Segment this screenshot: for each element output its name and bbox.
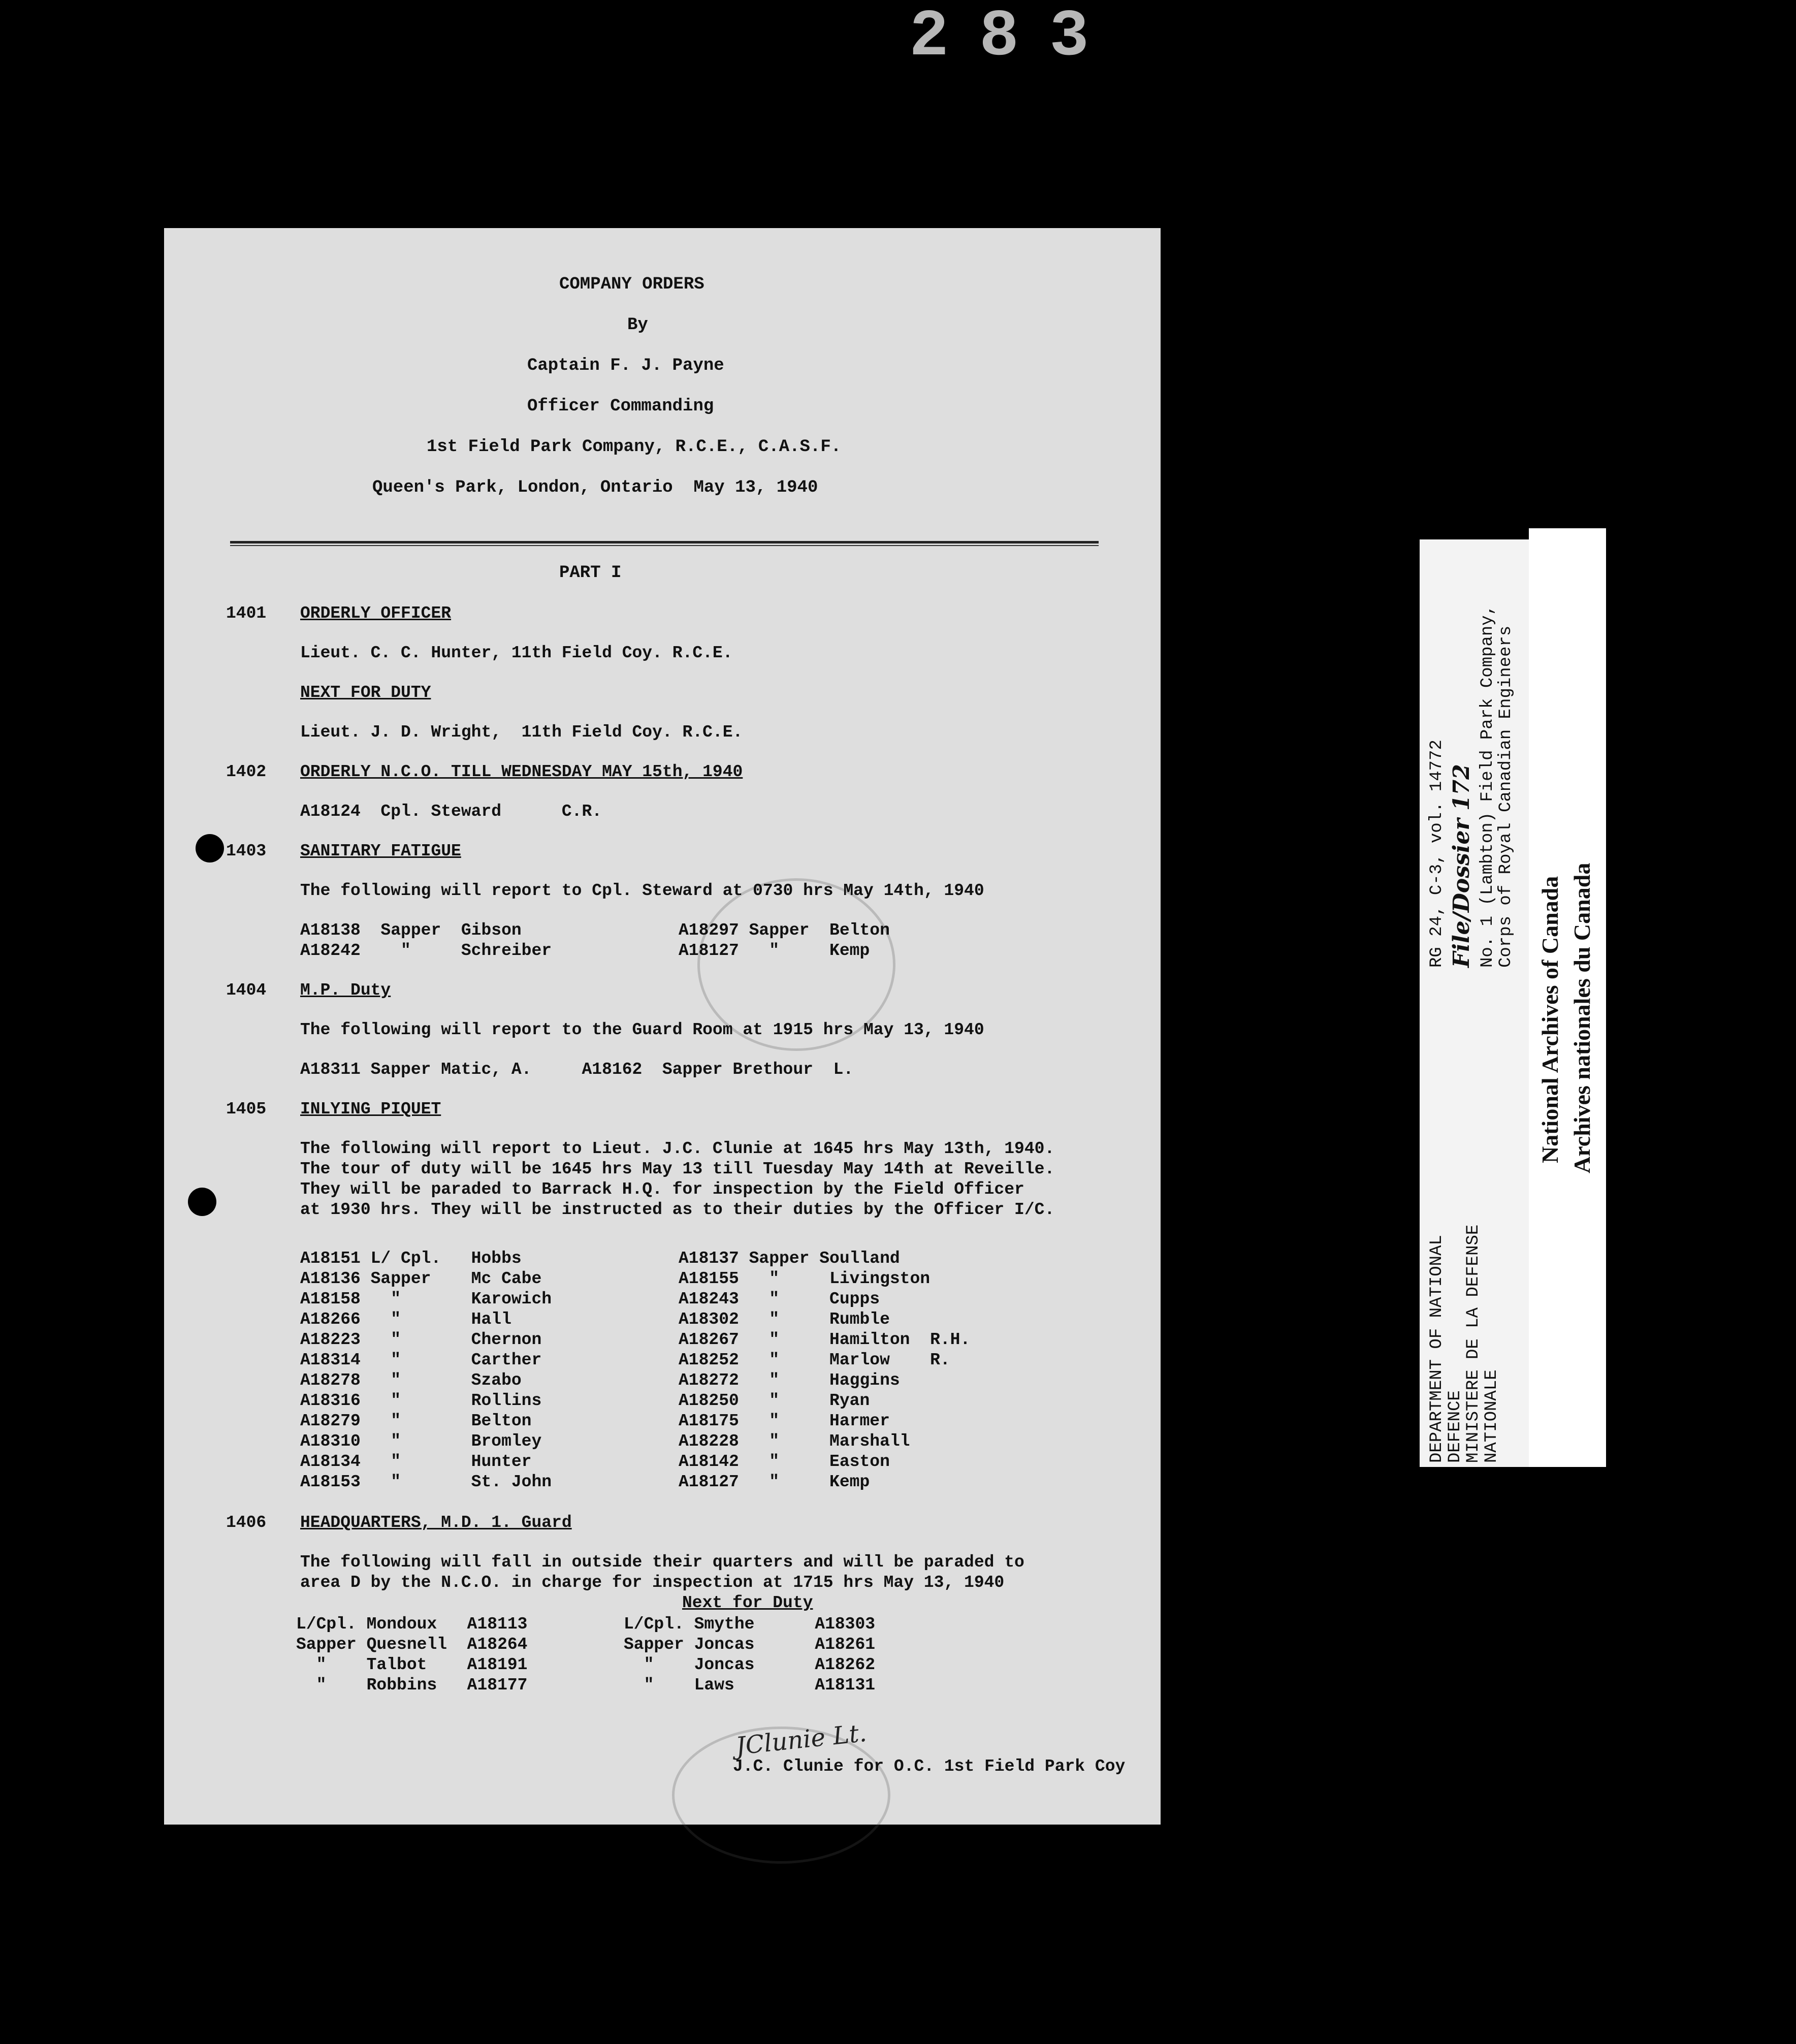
next-for-duty-heading: Next for Duty [682, 1593, 813, 1612]
label-dept-line3: MINISTERE DE LA DEFENSE [1464, 1224, 1483, 1463]
section-heading: INLYING PIQUET [300, 1100, 441, 1119]
label-ref-line2: No. 1 (Lambton) Field Park Company, [1478, 604, 1497, 968]
piquet-right-row: A18272 " Haggins [679, 1371, 900, 1390]
handwritten-signature: JClunie Lt. [734, 1718, 868, 1761]
section-intro: The following will report to Cpl. Steward at 0730 hrs May 14th, 1940 [300, 881, 984, 900]
piquet-left-row: A18158 " Karowich [300, 1290, 552, 1308]
piquet-left-row: A18136 Sapper Mc Cabe [300, 1269, 542, 1288]
guard-right-row: " Joncas A18262 [624, 1655, 876, 1674]
label-dept-line1: DEPARTMENT OF NATIONAL [1427, 1235, 1447, 1463]
section-number: 1402 [226, 762, 267, 781]
doc-role: Officer Commanding [527, 397, 714, 416]
guard-left-row: Sapper Quesnell A18264 [296, 1635, 528, 1654]
company-orders-page [164, 228, 1161, 1825]
section-intro-line: area D by the N.C.O. in charge for inspection at 1715 hrs May 13, 1940 [300, 1573, 1005, 1592]
binder-hole [196, 834, 224, 863]
piquet-left-row: A18314 " Carther [300, 1351, 542, 1369]
piquet-left-row: A18153 " St. John [300, 1473, 552, 1491]
mp-duty-line: A18311 Sapper Matic, A. A18162 Sapper Brethour L. [300, 1060, 854, 1079]
guard-left-row: L/Cpl. Mondoux A18113 [296, 1615, 528, 1634]
doc-title: COMPANY ORDERS [559, 275, 704, 294]
next-for-duty-line: Lieut. J. D. Wright, 11th Field Coy. R.C.E. [300, 723, 743, 742]
label-ref-handwritten: File/Dossier 172 [1449, 764, 1474, 968]
piquet-left-row: A18279 " Belton [300, 1412, 532, 1430]
guard-left-row: " Talbot A18191 [296, 1655, 528, 1674]
label-dept-line2: DEFENCE [1446, 1390, 1465, 1463]
header-rule [230, 541, 1099, 544]
fatigue-right-row: A18127 " Kemp [679, 941, 870, 960]
piquet-left-row: A18151 L/ Cpl. Hobbs [300, 1249, 522, 1268]
section-intro-line: The following will report to Lieut. J.C. Clunie at 1645 hrs May 13th, 1940. [300, 1139, 1055, 1158]
section-intro-line: The following will fall in outside their quarters and will be paraded to [300, 1553, 1024, 1572]
piquet-right-row: A18250 " Ryan [679, 1391, 870, 1410]
piquet-right-row: A18252 " Marlow R. [679, 1351, 950, 1369]
piquet-left-row: A18310 " Bromley [300, 1432, 542, 1451]
piquet-right-row: A18137 Sapper Soulland [679, 1249, 900, 1268]
fatigue-left-row: A18138 Sapper Gibson [300, 921, 522, 940]
piquet-left-row: A18223 " Chernon [300, 1330, 542, 1349]
doc-by: By [627, 315, 648, 335]
piquet-right-row: A18267 " Hamilton R.H. [679, 1330, 971, 1349]
piquet-right-row: A18155 " Livingston [679, 1269, 931, 1288]
piquet-right-row: A18243 " Cupps [679, 1290, 880, 1308]
orderly-officer-line: Lieut. C. C. Hunter, 11th Field Coy. R.C.E. [300, 644, 733, 662]
section-heading: M.P. Duty [300, 981, 391, 1000]
next-for-duty-heading: NEXT FOR DUTY [300, 683, 431, 702]
section-number: 1404 [226, 981, 267, 1000]
guard-right-row: " Laws A18131 [624, 1676, 876, 1695]
guard-right-row: Sapper Joncas A18261 [624, 1635, 876, 1654]
signature-line: J.C. Clunie for O.C. 1st Field Park Coy [733, 1757, 1126, 1776]
doc-unit: 1st Field Park Company, R.C.E., C.A.S.F. [427, 437, 842, 457]
section-heading: SANITARY FATIGUE [300, 842, 461, 860]
label-archives-fr: Archives nationales du Canada [1569, 863, 1595, 1173]
guard-left-row: " Robbins A18177 [296, 1676, 528, 1695]
piquet-right-row: A18302 " Rumble [679, 1310, 890, 1329]
header-rule-second [230, 545, 1099, 546]
section-intro-line: They will be paraded to Barrack H.Q. for inspection by the Field Officer [300, 1180, 1024, 1199]
label-dept-line4: NATIONALE [1482, 1369, 1501, 1463]
section-intro-line: at 1930 hrs. They will be instructed as to their duties by the Officer I/C. [300, 1200, 1055, 1219]
section-heading: ORDERLY N.C.O. TILL WEDNESDAY MAY 15th, 1940 [300, 762, 743, 781]
piquet-right-row: A18228 " Marshall [679, 1432, 910, 1451]
section-intro: The following will report to the Guard Room at 1915 hrs May 13, 1940 [300, 1020, 984, 1039]
piquet-left-row: A18278 " Szabo [300, 1371, 522, 1390]
doc-location-date: Queen's Park, London, Ontario May 13, 1940 [372, 478, 818, 497]
label-ref-line3: Corps of Royal Canadian Engineers [1496, 625, 1516, 968]
piquet-left-row: A18316 " Rollins [300, 1391, 542, 1410]
section-heading: HEADQUARTERS, M.D. 1. Guard [300, 1513, 572, 1532]
piquet-left-row: A18134 " Hunter [300, 1452, 532, 1471]
piquet-right-row: A18142 " Easton [679, 1452, 890, 1471]
piquet-right-row: A18175 " Harmer [679, 1412, 890, 1430]
orderly-nco-line: A18124 Cpl. Steward C.R. [300, 802, 602, 821]
piquet-right-row: A18127 " Kemp [679, 1473, 870, 1491]
guard-right-row: L/Cpl. Smythe A18303 [624, 1615, 876, 1634]
piquet-left-row: A18266 " Hall [300, 1310, 511, 1329]
section-intro-line: The tour of duty will be 1645 hrs May 13 till Tuesday May 14th at Reveille. [300, 1160, 1055, 1178]
fatigue-right-row: A18297 Sapper Belton [679, 921, 890, 940]
binder-hole [188, 1188, 216, 1216]
fatigue-left-row: A18242 " Schreiber [300, 941, 552, 960]
section-heading: ORDERLY OFFICER [300, 604, 452, 623]
section-number: 1401 [226, 604, 267, 623]
doc-officer: Captain F. J. Payne [527, 356, 724, 375]
label-archives-en: National Archives of Canada [1537, 876, 1563, 1163]
section-number: 1406 [226, 1513, 267, 1532]
section-number: 1403 [226, 842, 267, 860]
label-ref-line1: RG 24, C-3, vol. 14772 [1427, 740, 1447, 968]
microfilm-frame-number: 283 [909, 0, 1120, 75]
part-heading: PART I [559, 563, 622, 583]
section-number: 1405 [226, 1100, 267, 1119]
